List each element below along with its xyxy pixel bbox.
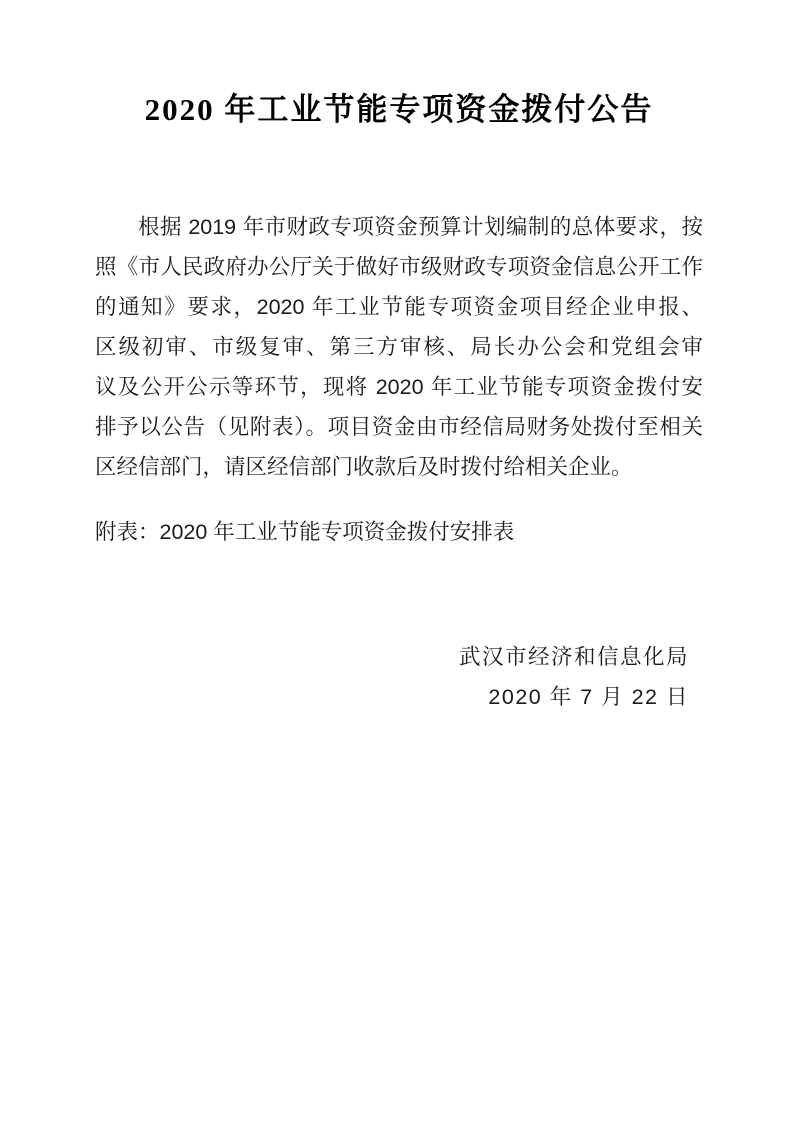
signature-date: 2020 年 7 月 22 日 bbox=[488, 685, 689, 709]
attachment-note: 附表：2020 年工业节能专项资金拨付安排表 bbox=[95, 520, 515, 544]
body-line: 照《市人民政府办公厅关于做好市级财政专项资金信息公开工作 bbox=[95, 255, 703, 279]
body-line: 区级初审、市级复审、第三方审核、局长办公会和党组会审 bbox=[95, 335, 703, 359]
body-line: 根据 2019 年市财政专项资金预算计划编制的总体要求，按 bbox=[138, 215, 703, 239]
document-title: 2020 年工业节能专项资金拨付公告 bbox=[144, 92, 654, 127]
signature-issuer: 武汉市经济和信息化局 bbox=[458, 645, 689, 669]
body-paragraph bbox=[95, 207, 703, 487]
body-line: 区经信部门，请区经信部门收款后及时拨付给相关企业。 bbox=[95, 455, 633, 479]
body-line: 的通知》要求，2020 年工业节能专项资金项目经企业申报、 bbox=[95, 295, 703, 319]
signature-block bbox=[95, 637, 703, 717]
body-line: 议及公开公示等环节，现将 2020 年工业节能专项资金拨付安 bbox=[95, 375, 703, 399]
body-line: 排予以公告（见附表）。项目资金由市经信局财务处拨付至相关 bbox=[95, 415, 703, 439]
